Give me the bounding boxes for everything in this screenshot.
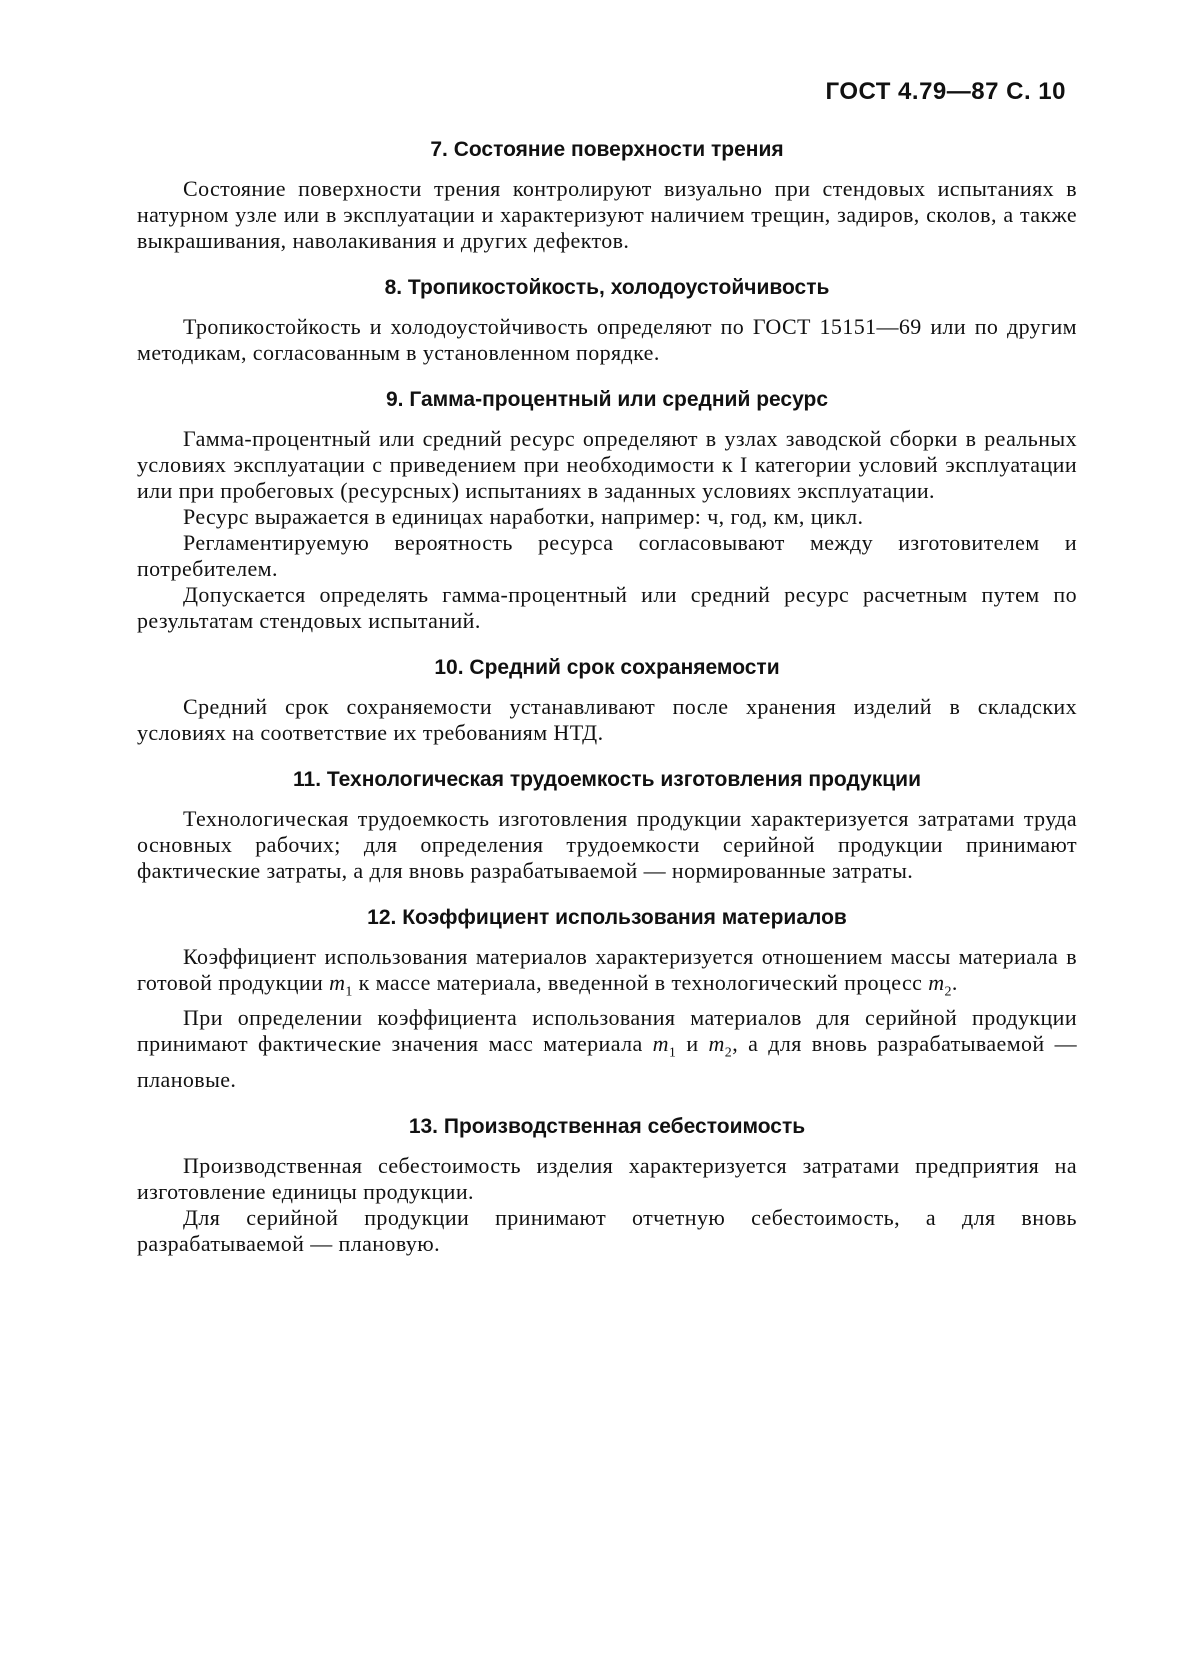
section-13	[137, 1113, 1077, 1257]
symbol-base: m	[708, 1031, 725, 1057]
text-run: Коэффициент использования материалов характеризуется отношением массы материала в готовой продукции	[137, 944, 1077, 995]
text-run: При определении коэффициента использования материалов для серийной продукции принимают фактические значения масс материала	[137, 1005, 1077, 1057]
symbol-base: m	[652, 1031, 669, 1057]
page-header-doc-ref: ГОСТ 4.79—87 С. 10	[825, 78, 1066, 105]
text-run: к массе материала, введенной в технологический процесс	[352, 970, 929, 995]
symbol-m1	[652, 1031, 677, 1061]
paragraph: Гамма-процентный или средний ресурс определяют в узлах заводской сборки в реальных условиях эксплуатации с приведением при необходимости к I категории условий эксплуатации или при пробеговых (ресурсных) испытаниях в заданных условиях эксплуатации.	[137, 426, 1077, 503]
section-9	[137, 386, 1077, 634]
symbol-m2	[928, 970, 952, 1000]
text-run: и	[676, 1031, 709, 1057]
paragraph: Производственная себестоимость изделия характеризуется затратами предприятия на изготовление единицы продукции.	[137, 1152, 1077, 1204]
document-body	[137, 136, 1077, 1257]
symbol-subscript: 1	[668, 1045, 677, 1061]
section-title: 7. Состояние поверхности трения	[430, 138, 784, 161]
paragraph: Ресурс выражается в единицах наработки, например: ч, год, км, цикл.	[183, 504, 864, 529]
section-8	[137, 274, 1077, 366]
paragraph: Состояние поверхности трения контролируют визуально при стендовых испытаниях в натурном узле или в эксплуатации и характеризуют наличием трещин, задиров, сколов, а также выкрашивания, наволакивания и других дефектов.	[137, 176, 1077, 253]
symbol-m1	[329, 970, 353, 1000]
symbol-m2	[708, 1031, 733, 1061]
text-run: , а для вновь разрабатываемой — плановые.	[137, 1031, 1077, 1092]
paragraph: Регламентируемую вероятность ресурса согласовывают между изготовителем и потребителем.	[137, 530, 1077, 581]
symbol-subscript: 2	[724, 1045, 733, 1061]
section-title: 8. Тропикостойкость, холодоустойчивость	[384, 276, 830, 299]
section-title: 13. Производственная себестоимость	[408, 1114, 806, 1138]
section-10	[137, 654, 1077, 746]
section-title: 11. Технологическая трудоемкость изготовления продукции	[293, 768, 921, 791]
section-title: 12. Коэффициент использования материалов	[367, 906, 847, 929]
symbol-base: m	[928, 970, 945, 995]
paragraph-mass-ratio	[137, 944, 1077, 1005]
symbol-subscript: 2	[944, 984, 952, 1000]
paragraph: Средний срок сохраняемости устанавливают после хранения изделий в складских условиях на соответствие их требованиям НТД.	[137, 694, 1077, 745]
section-title: 9. Гамма-процентный или средний ресурс	[385, 388, 829, 411]
paragraph: Технологическая трудоемкость изготовления продукции характеризуется затратами труда основных рабочих; для определения трудоемкости серийной продукции принимают фактические затраты, а для вновь разрабатываемой — нормированные затраты.	[137, 806, 1077, 883]
symbol-base: m	[329, 970, 346, 995]
section-title: 10. Средний срок сохраняемости	[434, 656, 780, 679]
text-run: .	[951, 970, 958, 995]
section-7	[137, 136, 1077, 254]
section-12	[137, 904, 1077, 1093]
paragraph: Допускается определять гамма-процентный или средний ресурс расчетным путем по результатам стендовых испытаний.	[137, 582, 1077, 633]
paragraph: Тропикостойкость и холодоустойчивость определяют по ГОСТ 15151—69 или по другим методикам, согласованным в установленном порядке.	[137, 314, 1077, 365]
paragraph: Для серийной продукции принимают отчетную себестоимость, а для вновь разрабатываемой — плановую.	[137, 1204, 1077, 1256]
paragraph-serial-values	[137, 1005, 1077, 1092]
symbol-subscript: 1	[345, 984, 353, 1000]
section-11	[137, 766, 1077, 884]
